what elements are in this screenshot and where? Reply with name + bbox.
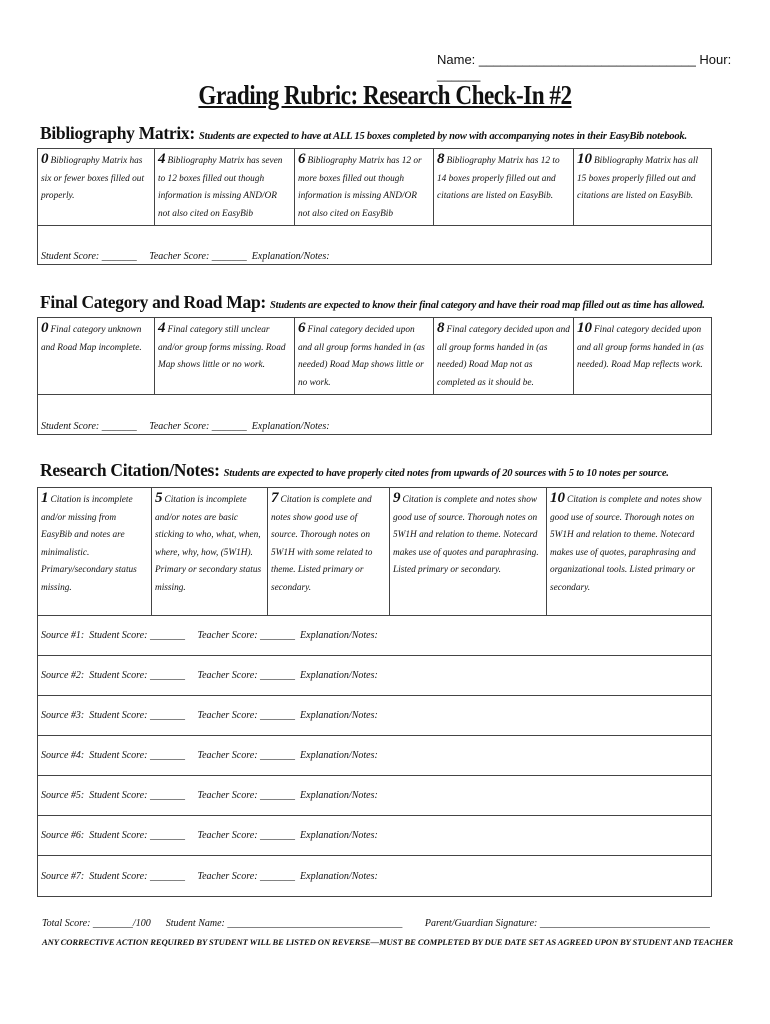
rubric-level: 5 Citation is incomplete and/or notes are basic sticking to who, what, when, where, why, how, (5W1H). Primary or secondary status missing.	[152, 488, 268, 615]
rubric-level: 0 Bibliography Matrix has six or fewer boxes filled out properly.	[38, 149, 155, 225]
section-heading-research	[40, 460, 669, 481]
rubric-level: 8 Final category decided upon and all group forms handed in (as needed) Road Map not as completed as it should be.	[434, 318, 574, 394]
section-heading-bibliography	[40, 123, 687, 144]
section-title: Research Citation/Notes:	[40, 460, 220, 480]
source-score-line: Source #5: Student Score: _______ Teacher Score: _______ Explanation/Notes:	[38, 776, 711, 816]
rubric-level: 4 Bibliography Matrix has seven to 12 boxes filled out though information is missing AND/OR not also cited on EasyBib	[155, 149, 295, 225]
source-score-line: Source #3: Student Score: _______ Teacher Score: _______ Explanation/Notes:	[38, 696, 711, 736]
rubric-level: 1 Citation is incomplete and/or missing from EasyBib and notes are minimalistic. Primary/secondary status missing.	[38, 488, 152, 615]
rubric-level: 0 Final category unknown and Road Map incomplete.	[38, 318, 155, 394]
section-heading-final-category	[40, 292, 705, 313]
rubric-levels-row	[38, 149, 711, 226]
rubric-levels-row	[38, 318, 711, 395]
source-score-line: Source #2: Student Score: _______ Teacher Score: _______ Explanation/Notes:	[38, 656, 711, 696]
section-title: Final Category and Road Map:	[40, 292, 266, 312]
rubric-level: 6 Final category decided upon and all group forms handed in (as needed) Road Map shows little or no work.	[295, 318, 434, 394]
source-score-line: Source #7: Student Score: _______ Teacher Score: _______ Explanation/Notes:	[41, 870, 378, 882]
section-description: Students are expected to have at ALL 15 boxes completed by now with accompanying notes in their EasyBib notebook.	[198, 131, 687, 142]
score-line: Student Score: _______ Teacher Score: _______ Explanation/Notes:	[41, 251, 330, 262]
name-hour-line: Name: ______________________________ Hour: ______	[437, 52, 732, 82]
source-score-line: Source #1: Student Score: _______ Teacher Score: _______ Explanation/Notes:	[38, 616, 711, 656]
rubric-level: 8 Bibliography Matrix has 12 to 14 boxes properly filled out and citations are listed on EasyBib.	[434, 149, 574, 225]
final-category-table	[37, 317, 712, 435]
source-score-line: Source #4: Student Score: _______ Teacher Score: _______ Explanation/Notes:	[38, 736, 711, 776]
rubric-level: 7 Citation is complete and notes show good use of source. Thorough notes on 5W1H with some related to theme. Listed primary or secondary.	[268, 488, 390, 615]
corrective-action-notice: ANY CORRECTIVE ACTION REQUIRED BY STUDENT WILL BE LISTED ON REVERSE—MUST BE COMPLETED BY DUE DATE SET AS AGREED UPON BY STUDENT AND TEACHER	[42, 937, 733, 947]
section-description: Students are expected to know their final category and have their road map filled out as time has allowed.	[270, 300, 705, 311]
totals-signature-line: Total Score: ________/100 Student Name: ___________________________________ Parent/Guardian Signature: __________________________________	[42, 918, 710, 929]
research-table	[37, 487, 712, 897]
section-title: Bibliography Matrix:	[40, 123, 195, 143]
rubric-level: 10 Bibliography Matrix has all 15 boxes properly filled out and citations are listed on EasyBib.	[577, 151, 699, 201]
section-description: Students are expected to have properly cited notes from upwards of 20 sources with 5 to 10 notes per source.	[223, 468, 669, 479]
source-score-line: Source #6: Student Score: _______ Teacher Score: _______ Explanation/Notes:	[38, 816, 711, 856]
rubric-level: 10 Final category decided upon and all group forms handed in (as needed). Road Map reflects work.	[577, 320, 704, 370]
rubric-levels-row	[38, 488, 711, 616]
rubric-level: 10 Citation is complete and notes show good use of source. Thorough notes on 5W1H and relation to theme. Notecard makes use of quotes, paraphrasing and organizational tools. Listed primary or secondary.	[550, 490, 702, 593]
rubric-level: 9 Citation is complete and notes show good use of source. Thorough notes on 5W1H and relation to theme. Notecard makes use of quotes and paraphrasing. Listed primary or secondary.	[390, 488, 547, 615]
bibliography-table	[37, 148, 712, 265]
score-line: Student Score: _______ Teacher Score: _______ Explanation/Notes:	[41, 421, 330, 432]
rubric-level: 4 Final category still unclear and/or group forms missing. Road Map shows little or no work.	[155, 318, 295, 394]
rubric-level: 6 Bibliography Matrix has 12 or more boxes filled out though information is missing AND/OR not also cited on EasyBib	[295, 149, 434, 225]
page-title: Grading Rubric: Research Check-In #2	[198, 80, 572, 110]
